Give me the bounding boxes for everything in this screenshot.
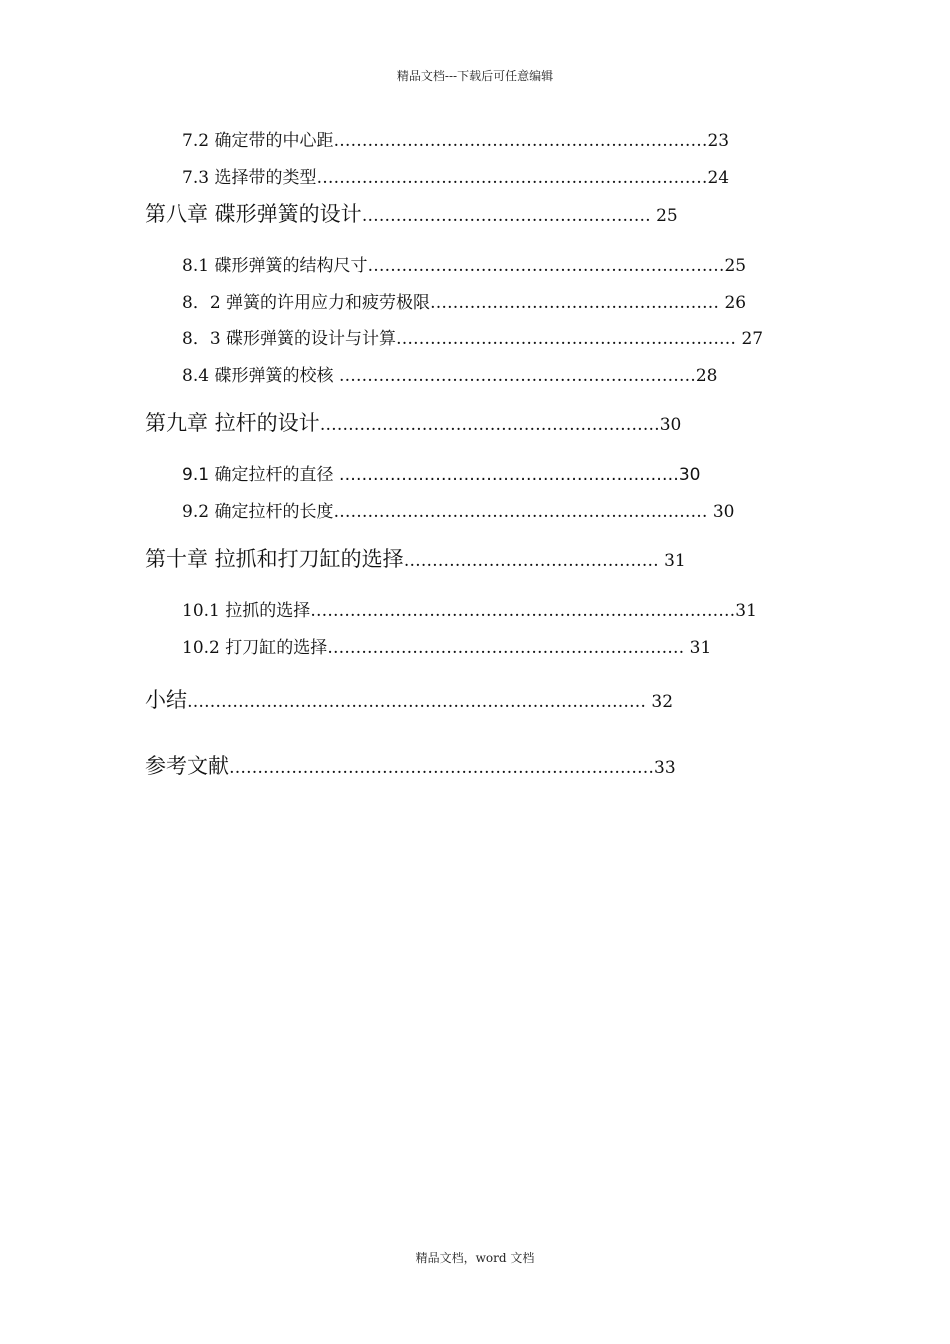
toc-page-number: 24	[707, 168, 730, 188]
toc-page-number: 33	[654, 758, 676, 778]
toc-page-number: 32	[646, 692, 674, 712]
toc-leader-dots: ……………………………………………………………	[316, 168, 708, 188]
toc-page-number: 31	[658, 551, 686, 571]
toc-entry-label: 9.2 确定拉杆的长度	[182, 502, 334, 522]
toc-leader-dots: ……………………………………………………	[338, 465, 679, 485]
toc-leader-dots: ………………………………………	[403, 551, 659, 571]
toc-summary[interactable]	[145, 684, 673, 714]
toc-leader-dots: …………………………………………………………	[333, 131, 708, 151]
toc-leader-dots: ……………………………………………	[361, 206, 651, 226]
toc-entry-8-3[interactable]	[182, 324, 763, 349]
toc-leader-dots: ………………………………………………………………………	[187, 692, 646, 712]
toc-page-number: 25	[724, 256, 747, 276]
toc-page-number: 31	[735, 601, 757, 621]
toc-entry-8-4[interactable]	[182, 361, 717, 386]
toc-entry-label: 第十章 拉抓和打刀缸的选择	[145, 547, 404, 571]
toc-page-number: 28	[695, 366, 718, 386]
toc-page-number: 25	[650, 206, 678, 226]
toc-entry-7-2[interactable]	[182, 126, 729, 151]
toc-leader-dots: ………………………………………………………	[327, 638, 685, 658]
toc-entry-label: 8.4 碟形弹簧的校核	[182, 366, 339, 386]
toc-entry-label: 参考文献	[145, 754, 229, 778]
toc-entry-7-3[interactable]	[182, 163, 729, 188]
toc-page-number: 27	[736, 329, 764, 349]
toc-leader-dots: …………………………………………………………………	[229, 758, 654, 778]
page-footer: 精品文档，word 文档	[415, 1251, 535, 1265]
toc-entry-label: 9.1 确定拉杆的直径	[182, 465, 339, 485]
toc-entry-9-1[interactable]	[182, 460, 700, 485]
toc-entry-8-1[interactable]	[182, 251, 746, 276]
toc-entry-label: 第八章 碟形弹簧的设计	[145, 202, 362, 226]
toc-leader-dots: …………………………………………………………………	[310, 601, 736, 621]
toc-chapter-8[interactable]	[145, 198, 678, 228]
toc-leader-dots: ………………………………………………………	[367, 256, 725, 276]
toc-entry-9-2[interactable]	[182, 497, 735, 522]
toc-leader-dots: ……………………………………………	[430, 293, 720, 313]
toc-entry-label: 小结	[145, 688, 187, 712]
toc-page-number: 31	[684, 638, 712, 658]
toc-entry-label: 7.2 确定带的中心距	[182, 131, 334, 151]
toc-chapter-10[interactable]	[145, 543, 686, 573]
toc-entry-8-2[interactable]	[182, 288, 746, 313]
toc-chapter-9[interactable]	[145, 407, 681, 437]
toc-leader-dots: ……………………………………………………	[319, 415, 660, 435]
toc-page-number: 30	[678, 465, 701, 485]
toc-entry-10-1[interactable]	[182, 596, 757, 621]
toc-page-number: 30	[707, 502, 735, 522]
toc-entry-label: 第九章 拉杆的设计	[145, 411, 320, 435]
toc-entry-label: 10.2 打刀缸的选择	[182, 638, 328, 658]
toc-entry-10-2[interactable]	[182, 633, 711, 658]
toc-entry-label: 8．2 弹簧的许用应力和疲劳极限	[182, 293, 431, 313]
toc-entry-label: 10.1 拉抓的选择	[182, 601, 311, 621]
toc-entry-label: 7.3 选择带的类型	[182, 168, 317, 188]
toc-entry-label: 8.1 碟形弹簧的结构尺寸	[182, 256, 368, 276]
page-header: 精品文档---下载后可任意编辑	[396, 69, 554, 83]
toc-leader-dots: ……………………………………………………	[396, 329, 737, 349]
toc-page-number: 30	[659, 415, 682, 435]
toc-references[interactable]	[145, 750, 676, 780]
toc-page-number: 23	[707, 131, 730, 151]
toc-page-number: 26	[719, 293, 747, 313]
toc-entry-label: 8．3 碟形弹簧的设计与计算	[182, 329, 397, 349]
toc-leader-dots: …………………………………………………………	[333, 502, 708, 522]
toc-leader-dots: ………………………………………………………	[338, 366, 696, 386]
